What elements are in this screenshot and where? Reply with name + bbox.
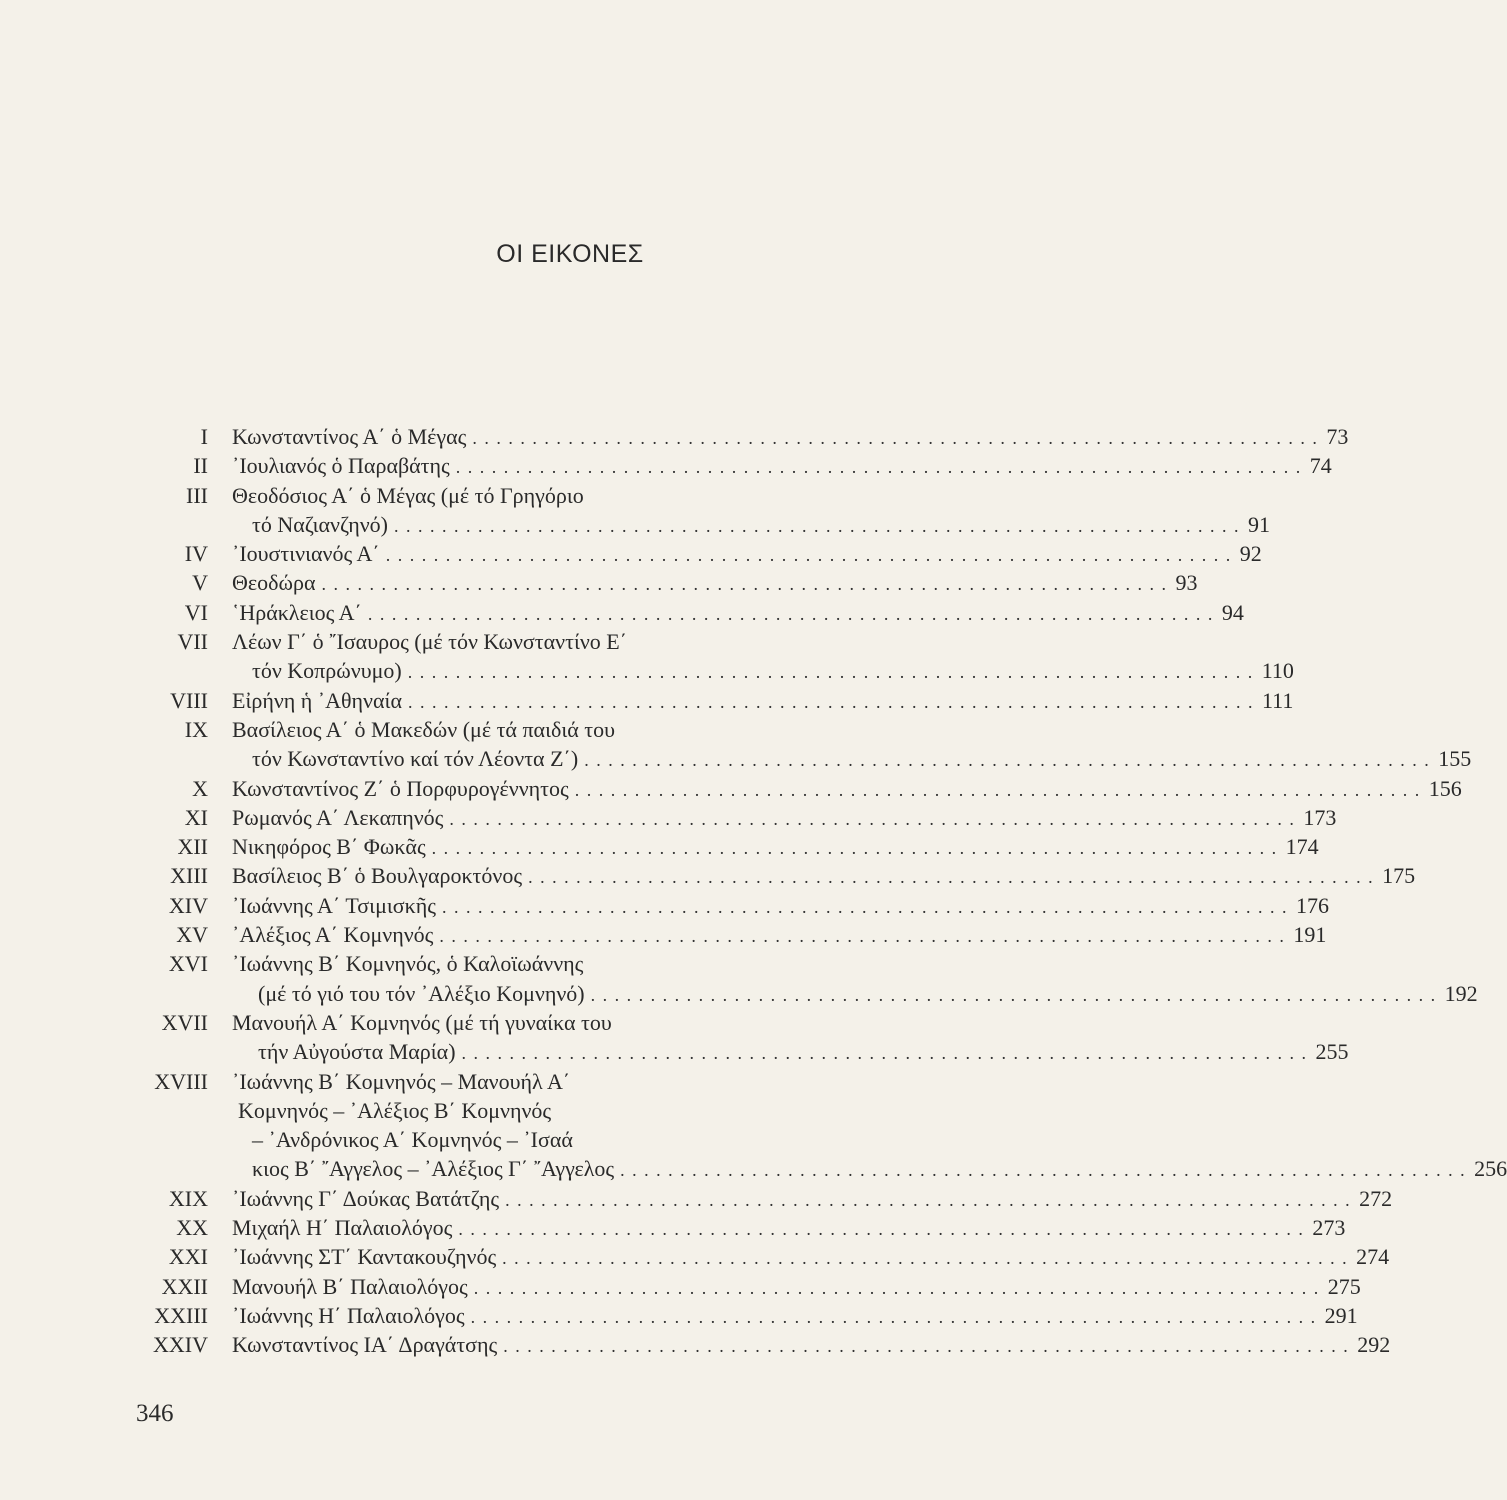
entry-title: τόν Κωνσταντίνο καί τόν Λέοντα Ζ΄) bbox=[252, 746, 579, 772]
entry-page-number: 173 bbox=[1303, 804, 1337, 830]
entry-text-row bbox=[232, 451, 1332, 482]
entry-numeral: I bbox=[200, 424, 208, 449]
entry-title: Βασίλειος Α΄ ὁ Μακεδών (μέ τά παιδιά του bbox=[232, 716, 616, 742]
entry-numeral: XVIII bbox=[154, 1068, 208, 1094]
toc-line bbox=[140, 1067, 992, 1096]
entry-title: – ᾿Ανδρόνικος Α΄ Κομνηνός – ᾿Ισαά bbox=[252, 1127, 573, 1153]
entry-title: Μανουήλ Α΄ Κομνηνός (μέ τή γυναίκα του bbox=[232, 1009, 612, 1035]
toc-line bbox=[140, 1242, 1390, 1271]
entry-text-row bbox=[232, 568, 1198, 599]
toc-line bbox=[140, 1008, 992, 1037]
entry-title: Λέων Γ΄ ὁ ῎Ισαυρος (μέ τόν Κωνσταντίνο Ε΄ bbox=[232, 629, 628, 655]
entry-text-row bbox=[232, 510, 1270, 541]
toc-line bbox=[140, 422, 1349, 451]
toc-line bbox=[140, 861, 1416, 890]
entry-page-number: 92 bbox=[1239, 541, 1262, 567]
entry-title: Μανουήλ Β΄ Παλαιολόγος bbox=[232, 1273, 468, 1299]
toc-line bbox=[140, 539, 1262, 568]
leader-dots: . . . . . . . . . . . . . . . . . . . . . . . . . . . . . . . . . . . . . . . . . . . . . . . . . . . . . . . . . . . . . . . . . . . . . . . bbox=[439, 926, 1286, 947]
entry-title: τόν Κοπρώνυμο) bbox=[252, 658, 402, 684]
entry-page-number: 74 bbox=[1309, 453, 1332, 479]
entry-title: ᾿Ιωάννης Α΄ Τσιμισκῆς bbox=[232, 892, 436, 918]
toc-line bbox=[140, 656, 1294, 685]
entry-title: Μιχαήλ Η΄ Παλαιολόγος bbox=[232, 1215, 453, 1241]
entry-text-row bbox=[232, 1213, 1346, 1244]
leader-dots: . . . . . . . . . . . . . . . . . . . . . . . . . . . . . . . . . . . . . . . . . . . . . . . . . . . . . . . . . . . . . . . . . . . . . . . bbox=[431, 838, 1278, 859]
entry-page-number: 292 bbox=[1357, 1332, 1391, 1358]
entry-numeral: VI bbox=[184, 599, 208, 625]
toc-line bbox=[140, 1125, 992, 1154]
entry-numeral: XVII bbox=[161, 1009, 208, 1035]
toc-line bbox=[140, 1037, 1349, 1066]
toc-line bbox=[140, 744, 1472, 773]
leader-dots: . . . . . . . . . . . . . . . . . . . . . . . . . . . . . . . . . . . . . . . . . . . . . . . . . . . . . . . . . . . . . . . . . . . . . . . bbox=[470, 1306, 1317, 1327]
leader-dots: . . . . . . . . . . . . . . . . . . . . . . . . . . . . . . . . . . . . . . . . . . . . . . . . . . . . . . . . . . . . . . . . . . . . . . . bbox=[394, 515, 1240, 536]
toc-line bbox=[140, 451, 1332, 480]
entry-text-row bbox=[232, 686, 1294, 717]
entry-text-row bbox=[232, 861, 1416, 892]
entry-title: Κωνσταντίνος Ζ΄ ὁ Πορφυρογέννητος bbox=[232, 775, 569, 801]
entry-page-number: 91 bbox=[1248, 511, 1270, 537]
leader-dots: . . . . . . . . . . . . . . . . . . . . . . . . . . . . . . . . . . . . . . . . . . . . . . . . . . . . . . . . . . . . . . . . . . . . . . . bbox=[367, 603, 1214, 624]
entry-numeral: X bbox=[192, 775, 208, 801]
entry-numeral: XIX bbox=[168, 1185, 208, 1211]
entry-title: ᾿Ιωάννης Β΄ Κομνηνός – Μανουήλ Α΄ bbox=[232, 1068, 571, 1094]
toc-line bbox=[140, 949, 992, 978]
leader-dots: . . . . . . . . . . . . . . . . . . . . . . . . . . . . . . . . . . . . . . . . . . . . . . . . . . . . . . . . . . . . . . . . . . . . . . . bbox=[407, 662, 1254, 683]
leader-dots: . . . . . . . . . . . . . . . . . . . . . . . . . . . . . . . . . . . . . . . . . . . . . . . . . . . . . . . . . . . . . . . . . . . . . . . bbox=[321, 574, 1168, 595]
toc-line bbox=[140, 1330, 1391, 1359]
entry-title: Κομνηνός – ᾿Αλέξιος Β΄ Κομνηνός bbox=[238, 1097, 552, 1123]
entry-numeral: III bbox=[186, 482, 208, 508]
entry-text-row bbox=[232, 481, 992, 510]
entry-title: Ρωμανός Α΄ Λεκαπηνός bbox=[232, 804, 444, 830]
entry-text-row bbox=[232, 1184, 1393, 1215]
entry-text-row bbox=[232, 744, 1472, 775]
toc-line bbox=[140, 979, 1478, 1008]
toc-line bbox=[140, 510, 1270, 539]
leader-dots: . . . . . . . . . . . . . . . . . . . . . . . . . . . . . . . . . . . . . . . . . . . . . . . . . . . . . . . . . . . . . . . . . . . . . . . bbox=[461, 1043, 1308, 1064]
leader-dots: . . . . . . . . . . . . . . . . . . . . . . . . . . . . . . . . . . . . . . . . . . . . . . . . . . . . . . . . . . . . . . . . . . . . . . . bbox=[620, 1160, 1467, 1181]
toc-line bbox=[140, 686, 1294, 715]
entry-text-row bbox=[232, 1272, 1361, 1303]
toc-line bbox=[140, 1154, 1507, 1183]
entry-page-number: 156 bbox=[1428, 775, 1462, 801]
entry-text-row bbox=[232, 1125, 992, 1154]
entry-page-number: 274 bbox=[1356, 1244, 1390, 1270]
entry-page-number: 110 bbox=[1261, 658, 1294, 684]
leader-dots: . . . . . . . . . . . . . . . . . . . . . . . . . . . . . . . . . . . . . . . . . . . . . . . . . . . . . . . . . . . . . . . . . . . . . . . bbox=[574, 779, 1421, 800]
entry-page-number: 94 bbox=[1221, 599, 1244, 625]
toc-line bbox=[140, 481, 992, 510]
toc-line bbox=[140, 774, 1462, 803]
entry-title: ᾿Ιωάννης Η΄ Παλαιολόγος bbox=[232, 1302, 465, 1328]
table-of-contents bbox=[140, 422, 1507, 1360]
leader-dots: . . . . . . . . . . . . . . . . . . . . . . . . . . . . . . . . . . . . . . . . . . . . . . . . . . . . . . . . . . . . . . . . . . . . . . . bbox=[458, 1219, 1305, 1240]
entry-numeral: XXI bbox=[168, 1244, 208, 1270]
entry-numeral: IV bbox=[184, 541, 208, 567]
entry-page-number: 176 bbox=[1295, 892, 1329, 918]
toc-line bbox=[140, 568, 1198, 597]
entry-page-number: 192 bbox=[1444, 980, 1478, 1006]
toc-line bbox=[140, 920, 1327, 949]
leader-dots: . . . . . . . . . . . . . . . . . . . . . . . . . . . . . . . . . . . . . . . . . . . . . . . . . . . . . . . . . . . . . . . . . . . . . . . bbox=[473, 1277, 1320, 1298]
entry-title: Εἰρήνη ἡ ᾿Αθηναία bbox=[232, 687, 402, 713]
entry-text-row bbox=[232, 1096, 992, 1125]
entry-text-row bbox=[232, 1154, 1507, 1185]
entry-title: ᾿Ιωάννης Β΄ Κομνηνός, ὁ Καλοϊωάννης bbox=[232, 951, 584, 977]
leader-dots: . . . . . . . . . . . . . . . . . . . . . . . . . . . . . . . . . . . . . . . . . . . . . . . . . . . . . . . . . . . . . . . . . . . . . . . bbox=[590, 984, 1437, 1005]
entry-title: ῾Ηράκλειος Α΄ bbox=[232, 599, 362, 625]
entry-title: Θεοδώρα bbox=[232, 570, 316, 596]
entry-title: ᾿Ιωάννης ΣΤ΄ Καντακουζηνός bbox=[232, 1244, 497, 1270]
leader-dots: . . . . . . . . . . . . . . . . . . . . . . . . . . . . . . . . . . . . . . . . . . . . . . . . . . . . . . . . . . . . . . . . . . . . . . . bbox=[528, 867, 1375, 888]
entry-page-number: 256 bbox=[1474, 1156, 1507, 1182]
entry-numeral: VIII bbox=[170, 687, 208, 713]
entry-page-number: 275 bbox=[1327, 1273, 1361, 1299]
entry-text-row bbox=[232, 979, 1478, 1010]
entry-title: Κωνσταντίνος ΙΑ΄ Δραγάτσης bbox=[232, 1332, 498, 1358]
entry-title: (μέ τό γιό του τόν ᾿Αλέξιο Κομνηνό) bbox=[258, 980, 585, 1006]
entry-numeral: II bbox=[193, 453, 208, 479]
entry-numeral: XXIV bbox=[153, 1332, 208, 1358]
entry-page-number: 93 bbox=[1175, 570, 1198, 596]
entry-numeral: V bbox=[192, 570, 208, 596]
entry-page-number: 174 bbox=[1285, 834, 1319, 860]
entry-title: τό Ναζιανζηνό) bbox=[252, 511, 388, 537]
entry-title: ᾿Ιωάννης Γ΄ Δούκας Βατάτζης bbox=[232, 1185, 500, 1211]
entry-title: ᾿Αλέξιος Α΄ Κομνηνός bbox=[232, 922, 434, 948]
entry-page-number: 111 bbox=[1261, 687, 1294, 713]
entry-title: Νικηφόρος Β΄ Φωκᾶς bbox=[232, 834, 426, 860]
toc-line bbox=[140, 803, 1337, 832]
entry-title: ᾿Ιουλιανός ὁ Παραβάτης bbox=[232, 453, 450, 479]
leader-dots: . . . . . . . . . . . . . . . . . . . . . . . . . . . . . . . . . . . . . . . . . . . . . . . . . . . . . . . . . . . . . . . . . . . . . . . bbox=[472, 428, 1319, 448]
toc-line bbox=[140, 1272, 1361, 1301]
entry-page-number: 291 bbox=[1324, 1302, 1358, 1328]
entry-title: Θεοδόσιος Α΄ ὁ Μέγας (μέ τό Γρηγόριο bbox=[232, 482, 584, 508]
entry-numeral: VII bbox=[177, 629, 208, 655]
entry-numeral: XIV bbox=[168, 892, 208, 918]
entry-title: κιος Β΄ ῎Αγγελος – ᾿Αλέξιος Γ΄ ῎Αγγελος bbox=[252, 1156, 615, 1182]
entry-page-number: 73 bbox=[1326, 424, 1349, 449]
toc-line bbox=[140, 891, 1329, 920]
entry-page-number: 273 bbox=[1312, 1215, 1346, 1241]
leader-dots: . . . . . . . . . . . . . . . . . . . . . . . . . . . . . . . . . . . . . . . . . . . . . . . . . . . . . . . . . . . . . . . . . . . . . . . bbox=[503, 1336, 1350, 1357]
leader-dots: . . . . . . . . . . . . . . . . . . . . . . . . . . . . . . . . . . . . . . . . . . . . . . . . . . . . . . . . . . . . . . . . . . . . . . . bbox=[505, 1189, 1352, 1210]
toc-line bbox=[140, 598, 1244, 627]
entry-numeral: XXIII bbox=[154, 1302, 208, 1328]
entry-numeral: XXII bbox=[161, 1273, 208, 1299]
entry-title: ᾿Ιουστινιανός Α΄ bbox=[232, 541, 380, 567]
entry-text-row bbox=[232, 539, 1262, 570]
entry-text-row bbox=[232, 1301, 1358, 1332]
entry-text-row bbox=[232, 803, 1337, 834]
entry-text-row bbox=[232, 949, 992, 978]
page-number: 346 bbox=[136, 1400, 174, 1427]
leader-dots: . . . . . . . . . . . . . . . . . . . . . . . . . . . . . . . . . . . . . . . . . . . . . . . . . . . . . . . . . . . . . . . . . . . . . . . bbox=[449, 808, 1296, 829]
entry-title: Βασίλειος Β΄ ὁ Βουλγαροκτόνος bbox=[232, 863, 523, 889]
page-title: ΟΙ ΕΙΚΟΝΕΣ bbox=[496, 240, 644, 268]
toc-line bbox=[140, 715, 992, 744]
toc-line bbox=[140, 1184, 1393, 1213]
leader-dots: . . . . . . . . . . . . . . . . . . . . . . . . . . . . . . . . . . . . . . . . . . . . . . . . . . . . . . . . . . . . . . . . . . . . . . . bbox=[385, 545, 1232, 566]
toc-line bbox=[140, 627, 992, 656]
entry-text-row bbox=[232, 920, 1327, 951]
entry-text-row bbox=[232, 598, 1244, 629]
entry-numeral: XX bbox=[176, 1215, 208, 1241]
entry-text-row bbox=[232, 832, 1319, 863]
entry-text-row bbox=[232, 1330, 1391, 1361]
entry-text-row bbox=[232, 422, 1349, 453]
toc-line bbox=[140, 1213, 1346, 1242]
entry-text-row bbox=[232, 656, 1294, 687]
entry-text-row bbox=[232, 1037, 1349, 1068]
leader-dots: . . . . . . . . . . . . . . . . . . . . . . . . . . . . . . . . . . . . . . . . . . . . . . . . . . . . . . . . . . . . . . . . . . . . . . . bbox=[407, 691, 1254, 712]
entry-text-row bbox=[232, 1067, 992, 1096]
leader-dots: . . . . . . . . . . . . . . . . . . . . . . . . . . . . . . . . . . . . . . . . . . . . . . . . . . . . . . . . . . . . . . . . . . . . . . . bbox=[441, 896, 1288, 917]
entry-numeral: XIII bbox=[170, 863, 208, 889]
entry-text-row bbox=[232, 1242, 1390, 1273]
toc-line bbox=[140, 832, 1319, 861]
entry-page-number: 175 bbox=[1382, 863, 1416, 889]
entry-text-row bbox=[232, 627, 992, 656]
leader-dots: . . . . . . . . . . . . . . . . . . . . . . . . . . . . . . . . . . . . . . . . . . . . . . . . . . . . . . . . . . . . . . . . . . . . . . . bbox=[455, 457, 1302, 478]
entry-page-number: 255 bbox=[1315, 1039, 1349, 1065]
entry-text-row bbox=[232, 715, 992, 744]
entry-page-number: 191 bbox=[1293, 922, 1327, 948]
entry-text-row bbox=[232, 774, 1462, 805]
entry-text-row bbox=[232, 891, 1329, 922]
entry-numeral: IX bbox=[184, 716, 208, 742]
entry-page-number: 155 bbox=[1438, 746, 1472, 772]
entry-numeral: XII bbox=[177, 834, 208, 860]
leader-dots: . . . . . . . . . . . . . . . . . . . . . . . . . . . . . . . . . . . . . . . . . . . . . . . . . . . . . . . . . . . . . . . . . . . . . . . bbox=[502, 1248, 1349, 1269]
entry-numeral: XVI bbox=[168, 951, 208, 977]
entry-page-number: 272 bbox=[1359, 1185, 1393, 1211]
toc-line bbox=[140, 1301, 1358, 1330]
entry-numeral: XI bbox=[184, 804, 208, 830]
entry-title: τήν Αὐγούστα Μαρία) bbox=[258, 1039, 456, 1065]
toc-line bbox=[140, 1096, 992, 1125]
entry-numeral: XV bbox=[176, 922, 208, 948]
entry-title: Κωνσταντίνος Α΄ ὁ Μέγας bbox=[232, 424, 467, 449]
leader-dots: . . . . . . . . . . . . . . . . . . . . . . . . . . . . . . . . . . . . . . . . . . . . . . . . . . . . . . . . . . . . . . . . . . . . . . . bbox=[584, 750, 1431, 771]
entry-text-row bbox=[232, 1008, 992, 1037]
